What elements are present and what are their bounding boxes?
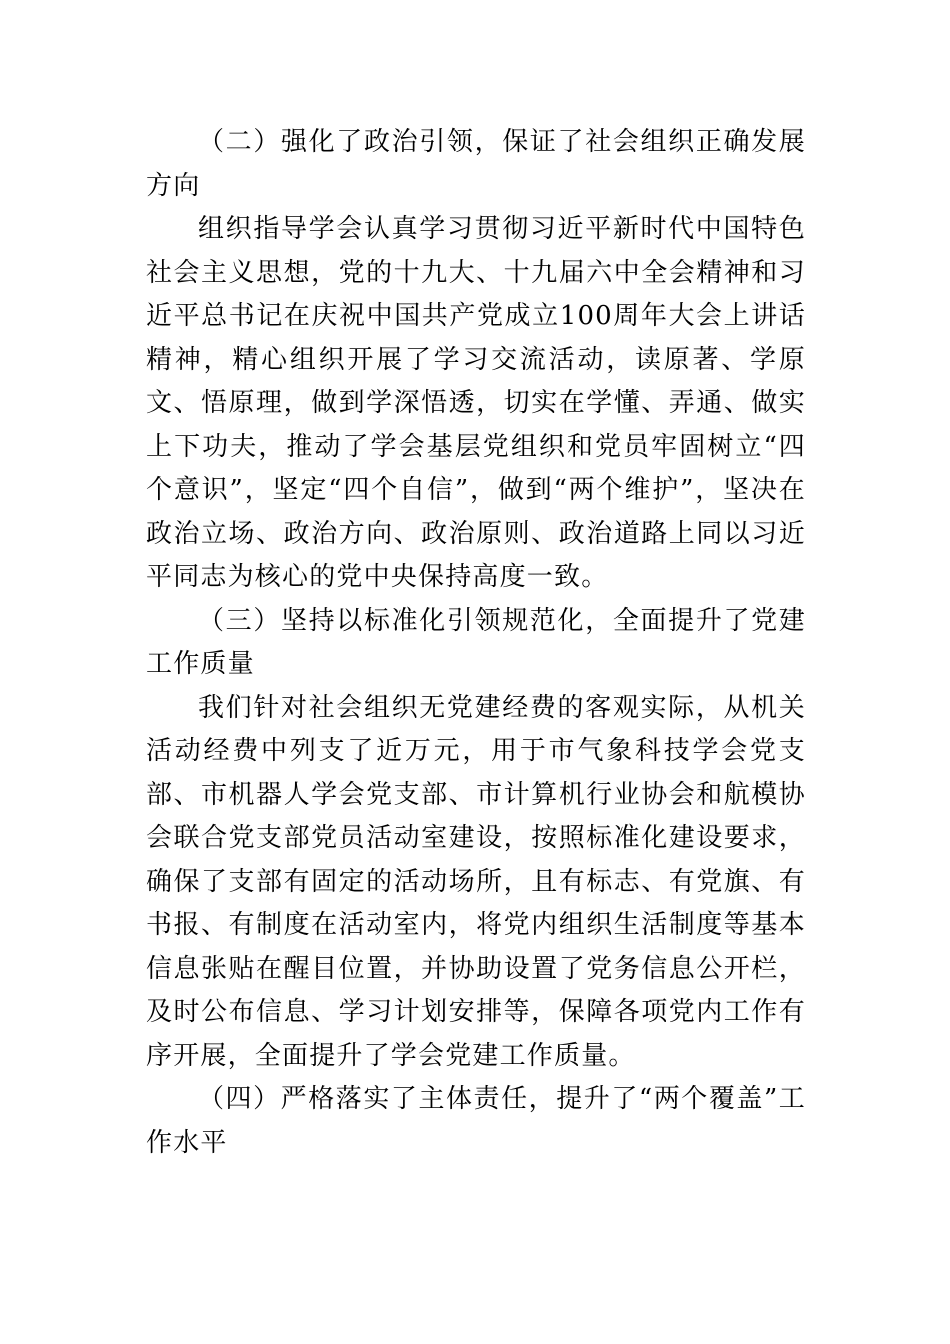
body-paragraph-1: 组织指导学会认真学习贯彻习近平新时代中国特色社会主义思想，党的十九大、十九届六中全会精神和习近平总书记在庆祝中国共产党成立100周年大会上讲话精神，精心组织开展了学习交流活动，读原著、学原文、悟原理，做到学深悟透，切实在学懂、弄通、做实上下功夫，推动了学会基层党组织和党员牢固树立“四个意识”，坚定“四个自信”，做到“两个维护”，坚决在政治立场、政治方向、政治原则、政治道路上同以习近平同志为核心的党中央保持高度一致。 <box>146 214 806 592</box>
document-page <box>146 121 806 1165</box>
section-heading-3: （三）坚持以标准化引领规范化，全面提升了党建工作质量 <box>146 605 806 679</box>
body-paragraph-2: 我们针对社会组织无党建经费的客观实际，从机关活动经费中列支了近万元，用于市气象科技学会党支部、市机器人学会党支部、市计算机行业协会和航模协会联合党支部党员活动室建设，按照标准化建设要求，确保了支部有固定的活动场所，且有标志、有党旗、有书报、有制度在活动室内，将党内组织生活制度等基本信息张贴在醒目位置，并协助设置了党务信息公开栏，及时公布信息、学习计划安排等，保障各项党内工作有序开展，全面提升了学会党建工作质量。 <box>146 692 806 1071</box>
section-heading-4: （四）严格落实了主体责任，提升了“两个覆盖”工作水平 <box>146 1084 806 1158</box>
section-heading-2: （二）强化了政治引领，保证了社会组织正确发展方向 <box>146 127 806 201</box>
